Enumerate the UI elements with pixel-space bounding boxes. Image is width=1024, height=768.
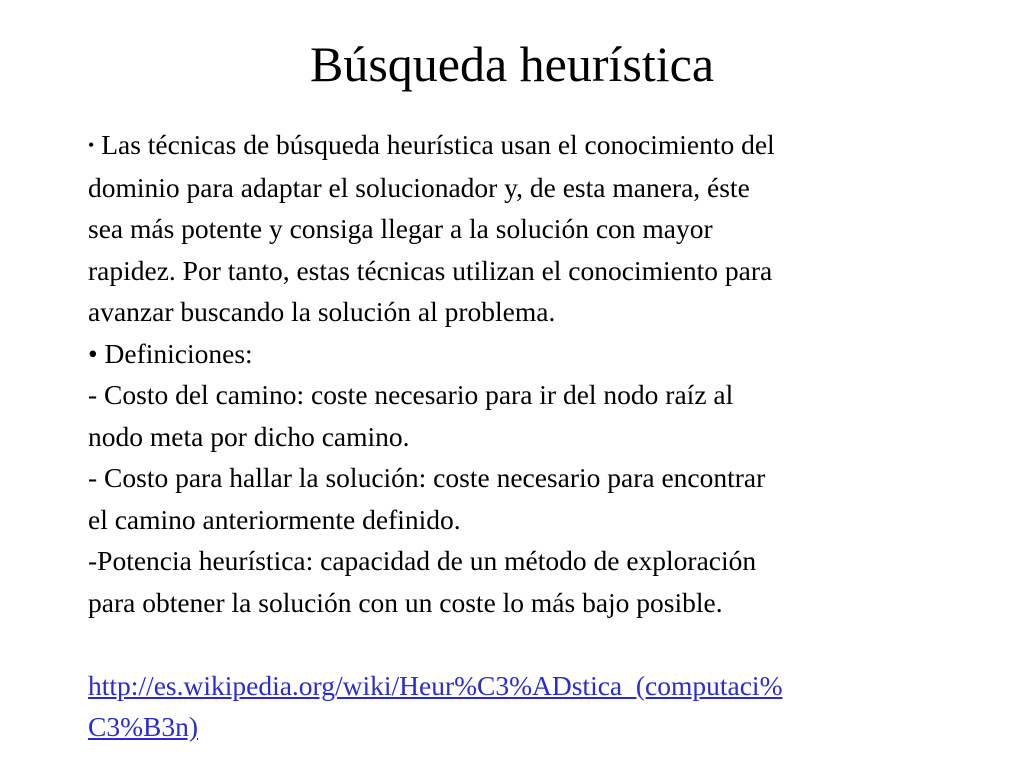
definition-line: - Costo del camino: coste necesario para ir del nodo raíz al [88, 379, 734, 410]
blank-line [88, 623, 956, 665]
bullet-icon: • [88, 135, 95, 155]
definitions-heading-text: Definiciones: [97, 337, 253, 369]
paragraph-line [88, 124, 956, 167]
link-line: http://es.wikipedia.org/wiki/Heur%C3%ADstica_(computaci% [88, 669, 783, 701]
definitions-heading [88, 333, 956, 375]
paragraph-line: rapidez. Por tanto, estas técnicas utilizan el conocimiento para [88, 254, 773, 286]
slide-title: Búsqueda heurística [309, 36, 715, 92]
paragraph-line: dominio para adaptar el solucionador y, de esta manera, éste [88, 171, 750, 203]
paragraph-line: avanzar buscando la solución al problema. [88, 296, 556, 327]
definition-line: - Costo para hallar la solución: coste necesario para encontrar [88, 462, 766, 493]
definition-line: nodo meta por dicho camino. [88, 420, 410, 452]
paragraph-line: sea más potente y consiga llegar a la solución con mayor [88, 213, 713, 244]
definition-line: para obtener la solución con un coste lo más bajo posible. [88, 586, 723, 618]
bullet-icon: • [88, 337, 98, 369]
link-line: C3%B3n) [88, 711, 198, 742]
paragraph-text: Las técnicas de búsqueda heurística usan el conocimiento del [94, 129, 775, 160]
definition-line: el camino anteriormente definido. [88, 503, 461, 535]
wikipedia-link[interactable] [88, 665, 956, 748]
definition-line: -Potencia heurística: capacidad de un método de exploración [88, 545, 757, 576]
slide-body [88, 124, 956, 748]
